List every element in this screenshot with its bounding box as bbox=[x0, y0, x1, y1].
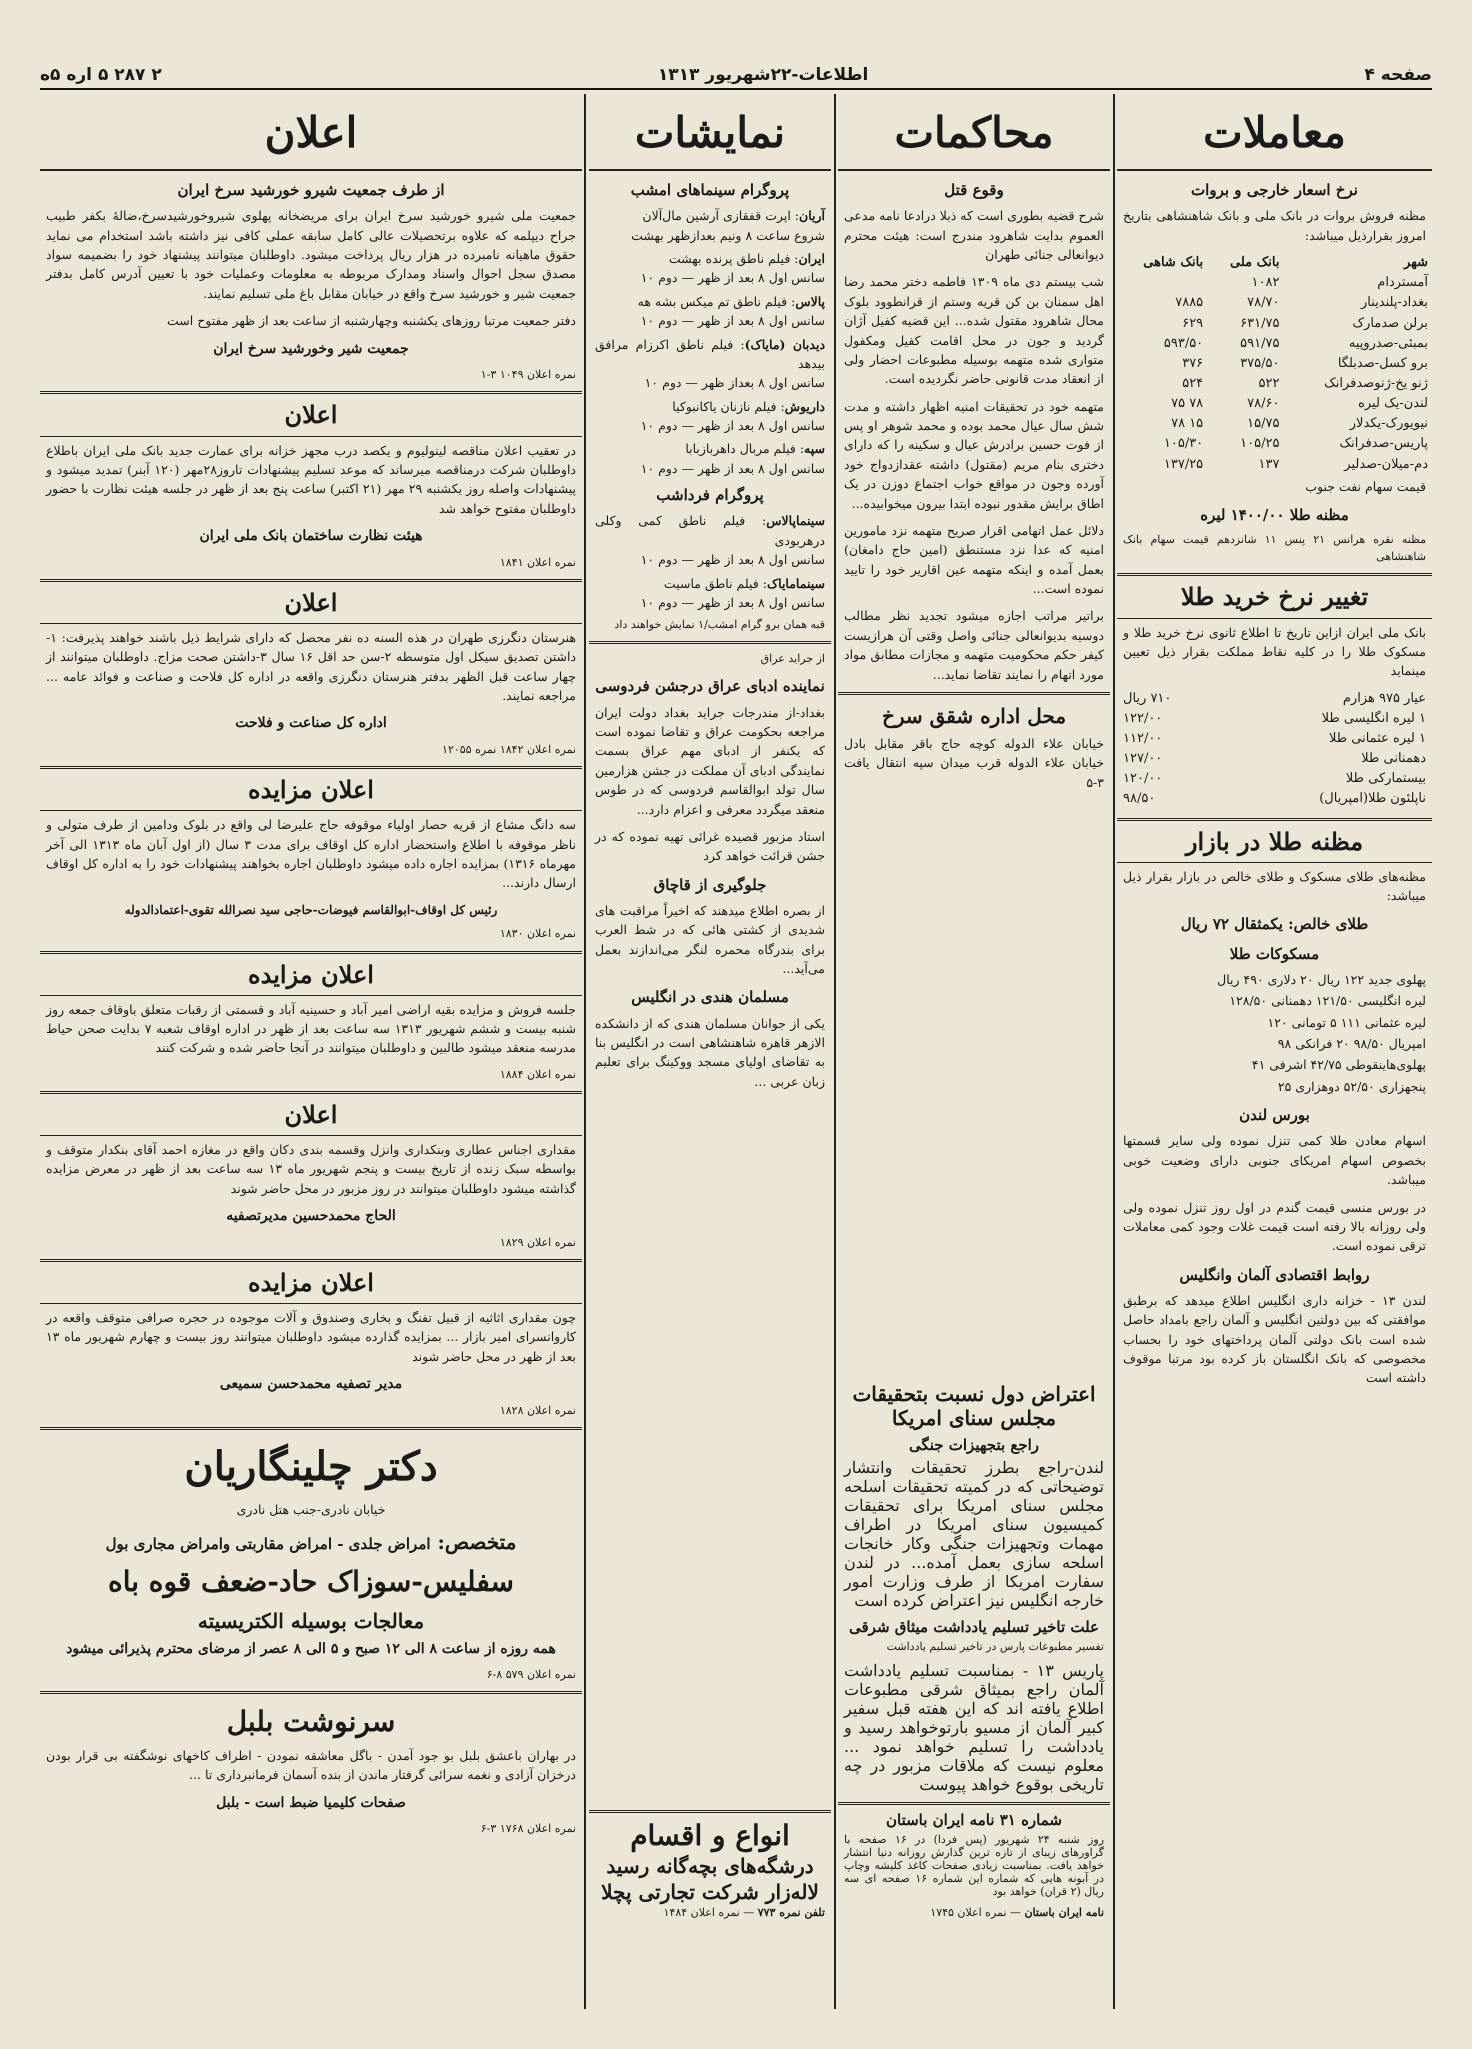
school-text: یکی از جوانان مسلمان هندی که از دانشکده الازهر قاهره شاهنشاهی است در انگلیس بنا به تقاضای اولیای مسجد ووکینگ برای تعلیم زبان عربی ... bbox=[595, 1015, 825, 1089]
cinema-time: دوم ۱۰ bbox=[640, 552, 678, 568]
ad7-text: چون مقداری اثاثیه از قبیل تفنگ و بخاری وصندوق و آلات موجوده در حجره صرافی متوقف واقعه در کاروانسرای امیر بازار ... بمزایده گذارده میشود داوطلبان میتوانند روز بیست و چهارم شهریور ماه ۱۳ بعد از ظهر در محل حاضر شوند bbox=[46, 1310, 576, 1364]
book-title: سرنوشت بلبل bbox=[226, 1705, 396, 1739]
rate-shahi: ۳۷۶ bbox=[1182, 355, 1204, 371]
rate-melli: ۳۷۵/۵۰ bbox=[1240, 355, 1280, 371]
senate-article bbox=[838, 1380, 1110, 1927]
doctor-spec-text: امراض جلدی - امراض مقاربتی وامراض مجاری بول bbox=[105, 1535, 431, 1554]
coins-title: مسکوکات طلا bbox=[1229, 944, 1320, 963]
cinema-entry: ایران: فیلم ناطق پرنده بهشت سانس اول ۸ بعد از ظهر — دوم ۱۰ bbox=[640, 251, 825, 286]
rate-city: نیویورک-یکدلار bbox=[1349, 416, 1428, 432]
program2-title: پروگرام فرداشب bbox=[656, 486, 764, 505]
ad4-sign: رئیس کل اوقاف-ابوالقاسم فیوضات-حاجی سید نصرالله تقوی-اعتمادالدوله bbox=[124, 902, 498, 917]
ad5-title: اعلان مزایده bbox=[40, 951, 582, 996]
market-title: مظنه طلا در بازار bbox=[1117, 818, 1432, 863]
misc-contact: تلفن نمره ۷۷۳ — نمره اعلان ۱۴۸۴ bbox=[663, 1906, 825, 1919]
iran-ad-number: نمره اعلان ۱۷۴۵ bbox=[930, 1906, 1007, 1919]
iraq-source: از جراید عراق bbox=[760, 652, 825, 666]
rate-shahi: ۵۲۴ bbox=[1182, 375, 1204, 391]
gold-value: ۱۲۲/۰۰ bbox=[1123, 710, 1163, 726]
page-label: صفحه ۴ bbox=[1364, 65, 1432, 85]
gold-value: ۹۸/۵۰ bbox=[1123, 791, 1156, 807]
rate-melli: ۷۸/۷۰ bbox=[1247, 295, 1280, 311]
table-row bbox=[1117, 273, 1432, 293]
gold-change-intro: بانک ملی ایران ازاین تاریخ تا اطلاع ثانوی نرخ خرید طلا و مسکوک طلا را در کلیه نقاط مملکت بقرار ذیل تعیین مینماید bbox=[1123, 624, 1426, 679]
ad5-number: نمره اعلان ۱۸۸۴ bbox=[499, 1067, 576, 1081]
cinema-film: فیلم ناطق کمی وکلی درهربودی bbox=[595, 513, 825, 548]
cinema-film: فیلم ناطق پرنده بهشت bbox=[668, 251, 791, 267]
cinema-time: دوم ۱۰ bbox=[644, 375, 682, 391]
table-row bbox=[1117, 414, 1432, 434]
misc-ad-number: نمره اعلان ۱۴۸۴ bbox=[663, 1906, 740, 1919]
gold-item: ۱ لیره عثمانی طلا bbox=[1329, 730, 1426, 746]
ad5-text: جلسه فروش و مزایده بقیه اراضی امیر آباد و حسینیه آباد و قسمتی از رقبات متعلق باوقاف جمعه روز شنبه بیست و ششم شهریور ۱۳۱۳ سه ساعت بعد از ظهر در اداره اوقاف شعبه ۷ بدایت صحن حیاط مدرسه منعقد میشود طالبین و داوطلبان میتوانند در آنجا حاضر شده و شرکت کنند bbox=[46, 1001, 576, 1056]
iraq-text-2: استاد مزبور قصیده غرائی تهیه نموده که در جشن قرائت خواهد کرد bbox=[595, 828, 825, 864]
misc-shop: لاله‌زار شرکت تجارتی پچلا bbox=[601, 1880, 819, 1904]
gold-value: ۱۱۲/۰۰ bbox=[1123, 730, 1163, 746]
iran-sign: نامه ایران باستان — نمره اعلان ۱۷۴۵ bbox=[930, 1906, 1104, 1919]
rate-city: دم-میلان-صدلیر bbox=[1344, 456, 1428, 472]
cinema-name: سپه bbox=[804, 441, 825, 457]
rate-shahi: ۱۵ ۷۸ bbox=[1171, 416, 1204, 432]
pact-text: پاریس ۱۳ - بمناسبت تسلیم یادداشت آلمان راجع بمیثاق شرقی مطبوعات اطلاع یافته اند که این هفته قبل سفیر کبیر آلمان از مسیو بارتوخواهد رسید و یادداشت را تسلیم خواهد نمود ... معلوم نیست که ملاقات مزبور در چه تاریخی بوقوع خواهد پیوست bbox=[844, 1661, 1104, 1794]
rates-head-shahi: بانک شاهی bbox=[1143, 255, 1204, 271]
list-item: لیره عثمانی ۱۱۱ ۵ تومانی ۱۲۰ bbox=[1267, 1014, 1426, 1030]
case-text: شرح قضیه بطوری است که ذبلا درادعا نامه مدعی العموم بدایت شاهرود مندرج است: هیئت محترم دیوانعالی جنائی طهران bbox=[844, 208, 1104, 263]
rate-melli: ۶۳۱/۷۵ bbox=[1240, 315, 1280, 331]
ad6-title: اعلان bbox=[40, 1091, 582, 1136]
case-title: وقوع قتل bbox=[944, 181, 1004, 200]
book-text: در بهاران باعشق بلبل بو جود آمدن - باگل معاشقه نمودن - اطراف کاخهای نوشگفته بی قرار بودن درخزان آزادی و نغمه سرائی گرفتار ماندن از بنده آسمان فرمانبرداری تا ... bbox=[46, 1747, 576, 1783]
doctor-line-3: معالجات بوسیله الکتریسیته bbox=[197, 1608, 425, 1633]
rate-city: برلن صدمارک bbox=[1352, 315, 1428, 331]
list-item bbox=[1123, 749, 1426, 769]
rate-shahi: ۶۲۹ bbox=[1182, 315, 1204, 331]
rate-city: برو کسل-صدبلگا bbox=[1337, 355, 1428, 371]
program-title: پروگرام سینماهای امشب bbox=[630, 181, 790, 200]
table-row bbox=[1117, 354, 1432, 374]
pact-sub: تفسیر مطبوعات پارس در تاخیر تسلیم یادداشت bbox=[886, 1640, 1104, 1653]
cinema-time: دوم ۱۰ bbox=[640, 460, 678, 476]
cinema-time: سانس اول ۸ بعد از ظهر bbox=[697, 313, 825, 329]
list-item: لیره انگلیسی ۱۲۱/۵۰ دهمنانی ۱۲۸/۵۰ bbox=[1229, 993, 1426, 1009]
cinema-time: سانس اول ۸ بعداز ظهر bbox=[701, 375, 825, 391]
date-line: اطلاعات-۲۲شهریور ۱۳۱۳ bbox=[657, 65, 869, 85]
cinema-note: قبه همان برو گرام امشب/۱ نمایش خواهند داد bbox=[614, 618, 825, 632]
section-title: محاکمات bbox=[838, 100, 1110, 171]
list-item: امپریال ۹۸/۵۰ ۲۰ فرانکی ۹۸ bbox=[1277, 1036, 1426, 1052]
rate-melli: ۱۳۷ bbox=[1258, 456, 1280, 472]
rate-melli: ۱۰۸۲ bbox=[1251, 275, 1280, 291]
cinema-time: سانس اول ۸ بعد از ظهر bbox=[697, 552, 825, 568]
column-shows bbox=[589, 94, 831, 2009]
list-item bbox=[1123, 689, 1426, 709]
list-item bbox=[1123, 709, 1426, 729]
ad1-sign: جمعیت شیر وخورشید سرخ ایران bbox=[213, 340, 409, 357]
smuggle-text: از بصره اطلاع میدهند که اخیراً مراقبت های شدیدی از کشتی هائی که در شط العرب برای بندرگاه محمره لنگر می‌اندازند بعمل می‌آید... bbox=[595, 902, 825, 977]
rates-intro: مظنه فروش بروات در بانک ملی و بانک شاهنشاهی بتاریخ امروز بقرارذیل میباشد: bbox=[1123, 208, 1426, 243]
ad2-sign: هیئت نظارت ساختمان بانک ملی ایران bbox=[199, 528, 423, 545]
london-text-2: در بورس منسی قیمت گندم در اول روز تنزل نموده ولی ولی روزانه بالا رفته است قیمت غلات وجود کمی معاملات ترقی نموده است. bbox=[1123, 1199, 1426, 1254]
doctor-name: دکتر چلینگاریان bbox=[184, 1442, 438, 1490]
cinema-entry: سینماپالاس: فیلم ناطق کمی وکلی درهربودی سانس اول ۸ بعد از ظهر — دوم ۱۰ bbox=[595, 513, 826, 568]
section-title: معاملات bbox=[1117, 100, 1432, 171]
ad6-text: مقداری اجناس عطاری وبنکداری وانزل وقسمه بندی دکان واقع در مغازه احمد آقای بنکدار متوقف و بواسطه سبک زنده از تاریخ بیست و پنجم شهریور ماه ۱۳ سه ساعت بعد از ظهر در معرض مزایده گذاشته میشود داوطلبان میتوانند در روز مزبور در محل حاضر شوند bbox=[46, 1142, 576, 1196]
rate-city: ژنو یخ-ژنوصدفرانک bbox=[1324, 375, 1428, 391]
cinema-film: فیلم مربال داهربازبابا bbox=[685, 441, 796, 457]
rate-shahi bbox=[1117, 273, 1207, 293]
gold-item: ناپلئون طلا(امپریال) bbox=[1319, 791, 1426, 807]
ad2-number: نمره اعلان ۱۸۴۱ bbox=[499, 555, 576, 569]
table-row bbox=[1117, 334, 1432, 354]
ad3-sign: اداره کل صناعت و فلاحت bbox=[235, 715, 387, 732]
table-row bbox=[1117, 374, 1432, 394]
misc-sub: درشگه‌های بچه‌گانه رسید bbox=[606, 1854, 814, 1878]
list-item: پنجهزاری ۵۲/۵۰ دوهزاری ۲۵ bbox=[1277, 1078, 1426, 1094]
rate-city: پاریس-صدفرانک bbox=[1339, 436, 1428, 452]
cinema-name: پالاس bbox=[795, 293, 825, 309]
divider bbox=[40, 1427, 582, 1430]
cinema-film: فیلم نازنان یاکانبوکیا bbox=[672, 398, 777, 414]
iraq-text: بغداد-از مندرجات جراید بغداد دولت ایران مراجعه بحکومت عراق و تقاضا نموده است که یکنفر از ادبای مهم عراق بسمت نمایندگی ادبای آن مملکت در جشن هزارمین سال تولد ابوالقاسم فردوسی که در طوس منعقد میگردد معرفی و اعزام دارد... bbox=[595, 704, 825, 817]
iran-title: شماره ۳۱ نامه ایران باستان bbox=[886, 1811, 1062, 1829]
gold-item: عیار ۹۷۵ هزارم bbox=[1342, 690, 1426, 706]
silver-note: مظنه نقره هرانس ۲۱ پنس ۱۱ شانزدهم قیمت سهام بانک شاهنشاهی bbox=[1123, 533, 1426, 564]
cinema-time: سانس اول ۸ بعد از ظهر bbox=[697, 594, 825, 610]
doctor-spec bbox=[40, 1527, 582, 1558]
ad7-sign: مدیر تصفیه محمدحسن سمیعی bbox=[219, 1376, 403, 1393]
page-header bbox=[40, 62, 1432, 90]
rate-city: لندن-یک لیره bbox=[1358, 396, 1428, 412]
cinema-entry: سینمامایاک: فیلم ناطق ماسیت سانس اول ۸ بعد از ظهر — دوم ۱۰ bbox=[640, 575, 825, 610]
list-item bbox=[1123, 769, 1426, 789]
section-title: اعلان bbox=[40, 100, 582, 171]
table-row bbox=[1117, 394, 1432, 414]
divider bbox=[40, 1691, 582, 1694]
table-row bbox=[1117, 434, 1432, 454]
senate-title: اعتراض دول نسبت بتحقیقات مجلس سنای امریکا bbox=[852, 1382, 1096, 1430]
case-text: متهمه خود در تحقیقات امنیه اظهار داشته و مدت شش سال عیال محمد بوده و محمد شوهر او پس از فوت حسین برادرش عیال و سکینه را که دارای دختری بنام مریم (مقتول) داشته عقدازدواج خود آورده وجون در مواقع خواب اجتماع دوزن در یک اطاق برایش مقدور نبوده ابتدا بیرون میخوابیده... bbox=[844, 398, 1104, 511]
doctor-spec-label: متخصص: bbox=[437, 1530, 517, 1555]
ad3-text: هنرستان دنگرزی طهران در هذه السنه ده نفر محصل که دارای شرایط ذیل باشند خواهند پذیرفت: ۱-داشتن تصدیق سیکل اول متوسطه ۲-سن حد اقل ۱۶ سال ۳-داشتن صحت مزاج. داوطلبان میتوانند از چهار ساعت قبل الظهر بدفتر هنرستان دنگرزی واقعه در اداره کل فلاحت و صناعت و فوائد عامه ... مراجعه نمایند. bbox=[46, 629, 577, 704]
market-intro: مظنه‌های طلای مسکوک و طلای خالص در بازار بقرار ذیل میباشد: bbox=[1123, 868, 1426, 904]
ad7-number: نمره اعلان ۱۸۲۸ bbox=[499, 1403, 576, 1417]
rates-head-melli: بانک ملی bbox=[1230, 255, 1280, 271]
divider bbox=[589, 641, 831, 644]
ad1-number: نمره اعلان ۱۰۴۹ ۳-۱ bbox=[480, 368, 576, 382]
notice-text: خیابان علاء الدوله کوچه حاج باقر مقابل بادل خیابان علاء الدوله قرب میدان سپه انتقال یافت ۳-۵ bbox=[844, 735, 1104, 790]
gold-item: بیستمارکی طلا bbox=[1345, 771, 1426, 787]
relations-title: روابط اقتصادی آلمان وانگلیس bbox=[1179, 1265, 1370, 1284]
relations-text: لندن ۱۳ - خزانه داری انگلیس اطلاع میدهد که برطبق موافقتی که بین دولتین انگلیس و آلمان راجع بامداد حاصل شده است بانک دولتی آلمان پرداختهای خود را بحساب مخصوصی که بانک انگلستان باز کرده بود مرتبا موقوف داشته است bbox=[1123, 1292, 1427, 1386]
cinema-time: دوم ۱۰ bbox=[640, 418, 678, 434]
rate-shahi: ۷۸۸۵ bbox=[1175, 295, 1204, 311]
column-divider bbox=[1113, 94, 1115, 2009]
cinema-time: سانس اول ۸ بعد از ظهر bbox=[697, 418, 825, 434]
pact-title: علت تاخیر تسلیم یادداشت میثاق شرقی bbox=[849, 1618, 1099, 1636]
column-trials bbox=[838, 94, 1110, 1359]
rate-shahi: ۱۳۷/۲۵ bbox=[1163, 456, 1204, 472]
south-oil-note: قیمت سهام نفت جنوب bbox=[1305, 478, 1426, 494]
table-row bbox=[1117, 293, 1432, 313]
gold-item: ۱ لیره انگلیسی طلا bbox=[1321, 710, 1426, 726]
ad1-text: جمعیت ملی شیرو خورشید سرخ ایران برای مریضخانه پهلوی شیروخورشیدسرخ،ضالهٔ بکفر طبیب جراح دیپلمه که علاوه برتحصیلات عالی کامل سابقه عملی کافی نیز داشته باشد استخدام می نماید حقوق ماهیانه نامبرده در هزار ریال پرداخت میشود. داوطلبان میتوانند پیشنهاد خود را بضمیمه سواد مصدق سجل احوال واسناد ومدارک مربوطه به معلومات وعملیات خود با تعیین آدرس کامل بدفتر جمعیت شیر و خورشید سرخ واقع در خیابان مقابل باغ ملی تسلیم نمایند. bbox=[46, 208, 576, 301]
cinema-name: سینمامایاک bbox=[766, 575, 825, 591]
senate-sub: راجع بتجهیزات جنگی bbox=[908, 1436, 1040, 1454]
rates-head-city: شهر bbox=[1403, 255, 1428, 271]
rate-shahi: ۱۰۵/۳۰ bbox=[1163, 436, 1204, 452]
ad4-number: نمره اعلان ۱۸۳۰ bbox=[499, 927, 576, 941]
book-sign: صفحات کلیمیا ضبط است - بلبل bbox=[216, 1794, 406, 1811]
rate-city: بمبئی-صدروپیه bbox=[1348, 335, 1428, 351]
rate-shahi: ۵۹۳/۵۰ bbox=[1163, 335, 1204, 351]
gold-value: ۱۲۷/۰۰ bbox=[1123, 751, 1163, 767]
cinema-time: سانس اول ۸ بعد از ظهر bbox=[697, 460, 825, 476]
gold-value: ۱۲۰/۰۰ bbox=[1123, 771, 1163, 787]
doctor-address: خیابان نادری-جنب هتل نادری bbox=[236, 1501, 386, 1517]
issue-number: ۲ ۲۸۷ ۵ اره ۵ه bbox=[40, 65, 162, 85]
gold-item: دهمنانی طلا bbox=[1361, 751, 1426, 767]
doctor-hours: همه روزه از ساعت ۸ الی ۱۲ صبح و ۵ الی ۸ عصر از مرضای محترم پذیرائی میشود bbox=[66, 1640, 556, 1657]
list-item bbox=[1123, 789, 1426, 809]
misc-title: انواع و اقسام bbox=[630, 1819, 790, 1852]
cinema-film: فیلم ناطق ماسیت bbox=[663, 575, 759, 591]
school-title: مسلمان هندی در انگلیس bbox=[631, 988, 789, 1007]
case-text: براتیر مراتب اجازه میشود تجدید نظر مطالب دوسیه بدیوانعالی جنائی واصل وقتی آن هرازیست کیفر حکم محکومیت متهمه و مجازات مطابق مواد مورد اتهام را نمایند تقاضا نماید... bbox=[844, 608, 1104, 682]
ad4-title: اعلان مزایده bbox=[40, 766, 582, 811]
senate-text: لندن-راجع بطرز تحقیقات وانتشار توضیحاتی که در کمیته تحقیقات اسلحه مجلس سنای امریکا برای تحقیقات کمیسیون سنای امریکا در اطراف مهمات وتجهیزات جنگی وکار خانجات اسلحه سازی بعمل آمده... در لندن سفارت امریکا از طرف وزارت امور خارجه انگلیس نیز اعتراض کرده است bbox=[844, 1458, 1104, 1610]
ad4-text: سه دانگ مشاع از قریه حصار اولیاء موقوفه حاج علیرضا لی واقع در بلوک ودامین از طرف متولی و ناظر موقوفه با اطلاع واستحضار اداره کل اوقاف برای مدت ۳ سال (از اول آبان ماه ۱۳۱۳ الی آخر مهرماه ۱۳۱۶) بمزایده اجاره داده میشود داوطلبان اجاره بخواهند پیشنهادات خود را به اداره کل اوقاف ارسال دارند... bbox=[46, 817, 576, 891]
cinema-film: فیلم ناطق تم میکس بشه هه bbox=[637, 293, 788, 309]
rate-melli: ۵۲۲ bbox=[1258, 375, 1280, 391]
ad2-text: در تعقیب اعلان مناقصه لینولیوم و یکصد درب مجهز خزانه برای عمارت جدید بانک ملی ایران باطلاع داوطلبان شرکت درمناقصه میرساند که موعد تسلیم پیشنهادات تاروز۲۸مهر (۱۲۰ آبنر) تمدید میشود و پیشنهادات واصله روز یکشنبه ۲۹ مهر (۲۱ اکتبر) ساعت پنج بعد از ظهر در جلسه هیئت نظارت با حضور داوطلبان مفتوح خواهد شد bbox=[46, 442, 577, 516]
rate-melli: ۵۹۱/۷۵ bbox=[1240, 335, 1280, 351]
ad6-sign: الحاج محمدحسین مدیرتصفیه bbox=[226, 1208, 396, 1225]
cinema-name: داریوش bbox=[784, 398, 825, 414]
ad3-title: اعلان bbox=[40, 579, 582, 624]
cinema-time: دوم ۱۰ bbox=[640, 594, 678, 610]
iran-sign-text: نامه ایران باستان bbox=[1024, 1906, 1104, 1919]
column-ads bbox=[40, 94, 582, 2009]
cinema-name: ایران bbox=[798, 251, 825, 267]
ad7-title: اعلان مزایده bbox=[40, 1259, 582, 1304]
case-text: دلائل عمل اتهامی اقرار صریح متهمه نزد مامورین امنیه که عدا نزد مستنطق (امین حاج دامغان) بعمل آمده و اینکه متهمه عین اقاریر خود را تایید نموده است... bbox=[844, 522, 1104, 597]
cinema-time: سانس اول ۸ بعد از ظهر bbox=[697, 270, 825, 286]
cinema-name: سینماپالاس bbox=[766, 513, 826, 529]
cinema-film: فیلم ناطق اکرزام مرافق بیدهد bbox=[595, 336, 825, 371]
cinema-entry: آریان: اپرت قفقازی آرشین مال‌آلان شروع ساعت ۸ ونیم بعدازظهر بهشت bbox=[631, 208, 825, 243]
book-number: نمره اعلان ۱۷۶۸ ۳-۶ bbox=[480, 1822, 576, 1836]
rate-shahi: ۷۸ ۷۵ bbox=[1171, 396, 1204, 412]
case-text: شب بیستم دی ماه ۱۳۰۹ فاطمه دختر محمد رضا اهل سمنان بن کن قریه وستم از قرانطوود بلوک محال شاهرود مقتول شده... این قضیه کفیل آژان گردید و جون در محل اقامت کفیل ومکفول متواری شده متهمه بوسیله مطبوعات احضار ولی از انعقاد مدت قانونی حاضر نگردیده است. bbox=[844, 274, 1104, 387]
iran-text: روز شنبه ۲۴ شهریور (پس فردا) در ۱۶ صفحه با گراورهای زیبای از تازه ترین گذارش روزانه دنیا انتشار خواهد یافت. بمناسبت زیادی صفحات کاغذ کلیشه وچاپ در آبونه هایی که شماره این شماره ۱۶ صفحه ای سه ریال (۲ قران) خواهد بود bbox=[844, 1833, 1105, 1898]
doctor-line-2: سفلیس-سوزاک حاد-ضعف قوه باه bbox=[108, 1565, 514, 1599]
smuggle-title: جلوگیری از قاچاق bbox=[653, 875, 767, 894]
gold-price: مظنه طلا ۱۴۰۰/۰۰ لیره bbox=[1200, 506, 1349, 525]
rates-title: نرخ اسعار خارجی و بروات bbox=[1191, 181, 1358, 200]
london-title: بورس لندن bbox=[1239, 1106, 1310, 1125]
divider bbox=[838, 692, 1110, 695]
ad6-number: نمره اعلان ۱۸۲۹ bbox=[499, 1235, 576, 1249]
column-divider bbox=[834, 94, 836, 2009]
rates-table bbox=[1117, 253, 1432, 475]
column-transactions bbox=[1117, 94, 1432, 2009]
cinema-time: دوم ۱۰ bbox=[640, 313, 678, 329]
column-divider bbox=[584, 94, 586, 2009]
misc-ad bbox=[589, 1810, 831, 1927]
ad1-from: از طرف جمعیت شیرو خورشید سرخ ایران bbox=[177, 181, 445, 200]
cinema-entry: دیدبان (مایاک): فیلم ناطق اکرزام مرافق بیدهد سانس اول ۸ بعداز ظهر — دوم ۱۰ bbox=[595, 336, 826, 391]
london-text: اسهام معادن طلا کمی تنزل نموده ولی سایر قسمتها بخصوص اسهام امریکای جنوبی دارای وضعیت خوبی میباشد. bbox=[1123, 1133, 1426, 1188]
list-item bbox=[1123, 729, 1426, 749]
rate-city: بغداد-پلندینار bbox=[1361, 295, 1428, 311]
misc-phone: تلفن نمره ۷۷۳ bbox=[757, 1906, 825, 1919]
cinema-entry: داریوش: فیلم نازنان یاکانبوکیا سانس اول ۸ بعد از ظهر — دوم ۱۰ bbox=[640, 398, 825, 434]
table-row bbox=[1117, 455, 1432, 475]
cinema-entry: سپه: فیلم مربال داهربازبابا سانس اول ۸ بعد از ظهر — دوم ۱۰ bbox=[640, 441, 825, 476]
list-item: پهلوی‌هاینقوطی ۴۲/۷۵ اشرفی ۴۱ bbox=[1251, 1057, 1426, 1073]
table-row bbox=[1117, 314, 1432, 334]
doctor-number: نمره اعلان ۵۷۹ ۸-۶ bbox=[486, 1668, 576, 1682]
notice-title: محل اداره شقق سرخ bbox=[881, 703, 1067, 728]
ad1-hours: دفتر جمعیت مرتبا روزهای یکشنبه وچهارشنبه از ساعت بعد از ظهر مفتوح است bbox=[167, 313, 576, 329]
list-item: پهلوی جدید ۱۲۲ ریال ۲۰ دلاری ۴۹۰ ریال bbox=[1217, 971, 1426, 987]
cinema-name: دیدبان (مایاک) bbox=[744, 336, 826, 352]
rate-melli: ۷۸/۶۰ bbox=[1247, 396, 1280, 412]
cinema-time: شروع ساعت ۸ ونیم بعدازظهر بهشت bbox=[631, 227, 825, 243]
cinema-film: اپرت قفقازی آرشین مال‌آلان bbox=[642, 208, 791, 224]
rate-melli: ۱۵/۷۵ bbox=[1247, 416, 1280, 432]
ad2-title: اعلان bbox=[40, 391, 582, 436]
gold-change-title: تغییر نرخ خرید طلا bbox=[1117, 573, 1432, 618]
gold-value: ۷۱۰ ریال bbox=[1123, 690, 1172, 706]
section-title: نمایشات bbox=[589, 100, 831, 171]
iraq-title: نماینده ادبای عراق درجشن فردوسی bbox=[595, 677, 825, 696]
divider bbox=[838, 1802, 1110, 1805]
cinema-name: آریان bbox=[799, 208, 825, 224]
cinema-time: دوم ۱۰ bbox=[640, 270, 678, 286]
rate-city: آمستردام bbox=[1377, 275, 1428, 291]
cinema-entry: پالاس: فیلم ناطق تم میکس بشه هه سانس اول ۸ بعد از ظهر — دوم ۱۰ bbox=[637, 293, 825, 329]
rate-melli: ۱۰۵/۲۵ bbox=[1240, 436, 1280, 452]
ad3-number: نمره اعلان ۱۸۴۲ نمره ۱۲۰۵۵ bbox=[442, 743, 576, 757]
pure-gold: طلای خالص: یکمثقال ۷۲ ریال bbox=[1180, 915, 1369, 934]
